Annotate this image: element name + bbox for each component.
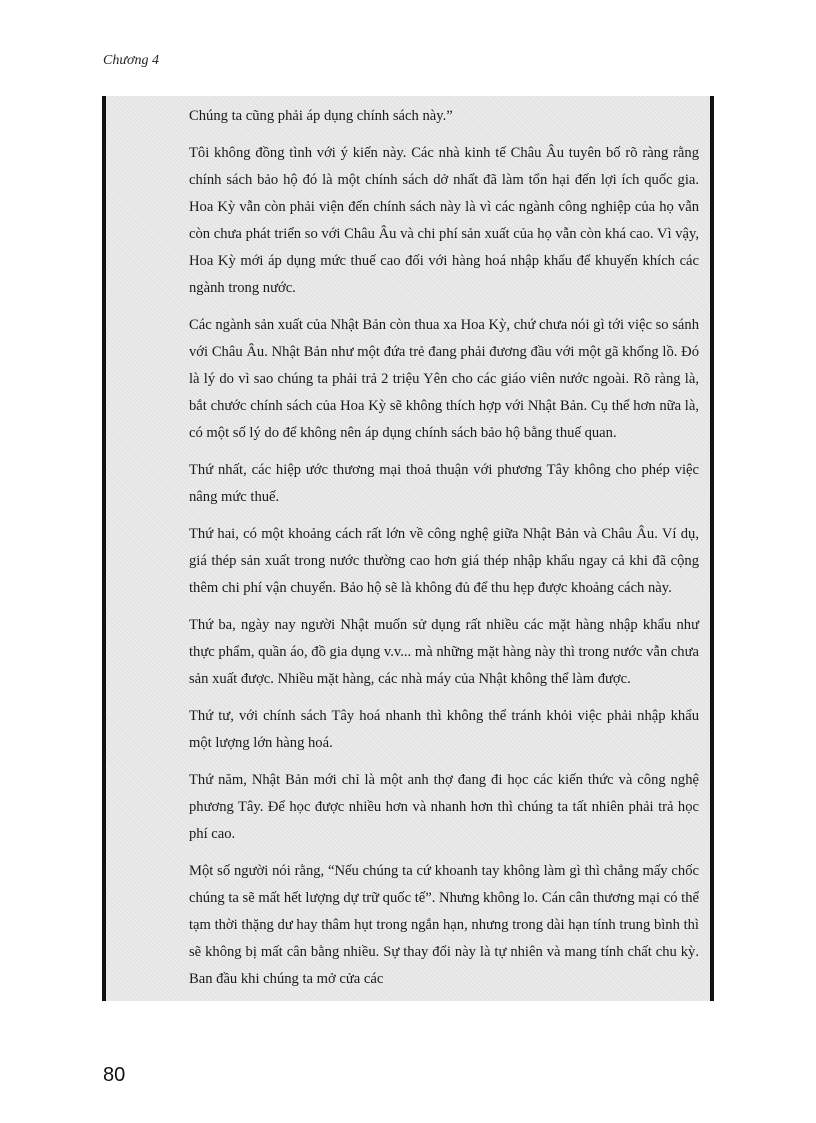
quote-box-right-rule	[710, 96, 714, 1001]
paragraph: Thứ nhất, các hiệp ước thương mại thoả thuận với phương Tây không cho phép việc nâng mức thuế.	[189, 462, 699, 505]
page-number: 80	[103, 1064, 126, 1086]
paragraph: Thứ hai, có một khoảng cách rất lớn về công nghệ giữa Nhật Bản và Châu Âu. Ví dụ, giá thép sản xuất trong nước thường cao hơn giá thép nhập khẩu ngay cả khi đã cộng thêm chi phí vận chuyển. Bảo hộ sẽ là không đủ để thu hẹp được khoảng cách này.	[189, 526, 699, 596]
running-head-chapter: Chương 4	[103, 53, 159, 68]
paragraph: Một số người nói rằng, “Nếu chúng ta cứ khoanh tay không làm gì thì chẳng mấy chốc chúng ta sẽ mất hết lượng dự trữ quốc tế”. Nhưng không lo. Cán cân thương mại có thể tạm thời thặng dư hay thâm hụt trong ngắn hạn, nhưng trong dài hạn tính trung bình thì sẽ không bị mất cân bằng nhiều. Sự thay đổi này là tự nhiên và mang tính chất chu kỳ. Ban đầu khi chúng ta mở cửa các	[189, 863, 699, 987]
quote-box-left-rule	[102, 96, 106, 1001]
paragraph: Thứ ba, ngày nay người Nhật muốn sử dụng rất nhiều các mặt hàng nhập khẩu như thực phẩm, quần áo, đồ gia dụng v.v... mà những mặt hàng này thì trong nước vẫn chưa sản xuất được. Nhiều mặt hàng, các nhà máy của Nhật không thể làm được.	[189, 617, 699, 687]
paragraph: Các ngành sản xuất của Nhật Bản còn thua xa Hoa Kỳ, chứ chưa nói gì tới việc so sánh với Châu Âu. Nhật Bản như một đứa trẻ đang phải đương đầu với một gã khổng lồ. Đó là lý do vì sao chúng ta phải trả 2 triệu Yên cho các giáo viên nước ngoài. Rõ ràng là, bắt chước chính sách của Hoa Kỳ sẽ không thích hợp với Nhật Bản. Cụ thể hơn nữa là, có một số lý do để không nên áp dụng chính sách bảo hộ bằng thuế quan.	[189, 317, 699, 441]
body-text	[189, 103, 699, 1003]
paragraph: Tôi không đồng tình với ý kiến này. Các nhà kinh tế Châu Âu tuyên bố rõ ràng rằng chính sách bảo hộ đó là một chính sách dở nhất đã làm tổn hại đến lợi ích quốc gia. Hoa Kỳ vẫn còn phải viện đến chính sách này là vì các ngành công nghiệp của họ vẫn còn chưa phát triển so với Châu Âu và chi phí sản xuất của họ vẫn còn khá cao. Vì vậy, Hoa Kỳ mới áp dụng mức thuế cao đối với hàng hoá nhập khẩu để khuyến khích các ngành trong nước.	[189, 145, 699, 296]
paragraph: Thứ năm, Nhật Bản mới chỉ là một anh thợ đang đi học các kiến thức và công nghệ phương Tây. Để học được nhiều hơn và nhanh hơn thì chúng ta tất nhiên phải trả học phí cao.	[189, 772, 699, 842]
paragraph: Thứ tư, với chính sách Tây hoá nhanh thì không thể tránh khỏi việc phải nhập khẩu một lượng lớn hàng hoá.	[189, 708, 699, 751]
paragraph: Chúng ta cũng phải áp dụng chính sách này.”	[189, 108, 453, 124]
